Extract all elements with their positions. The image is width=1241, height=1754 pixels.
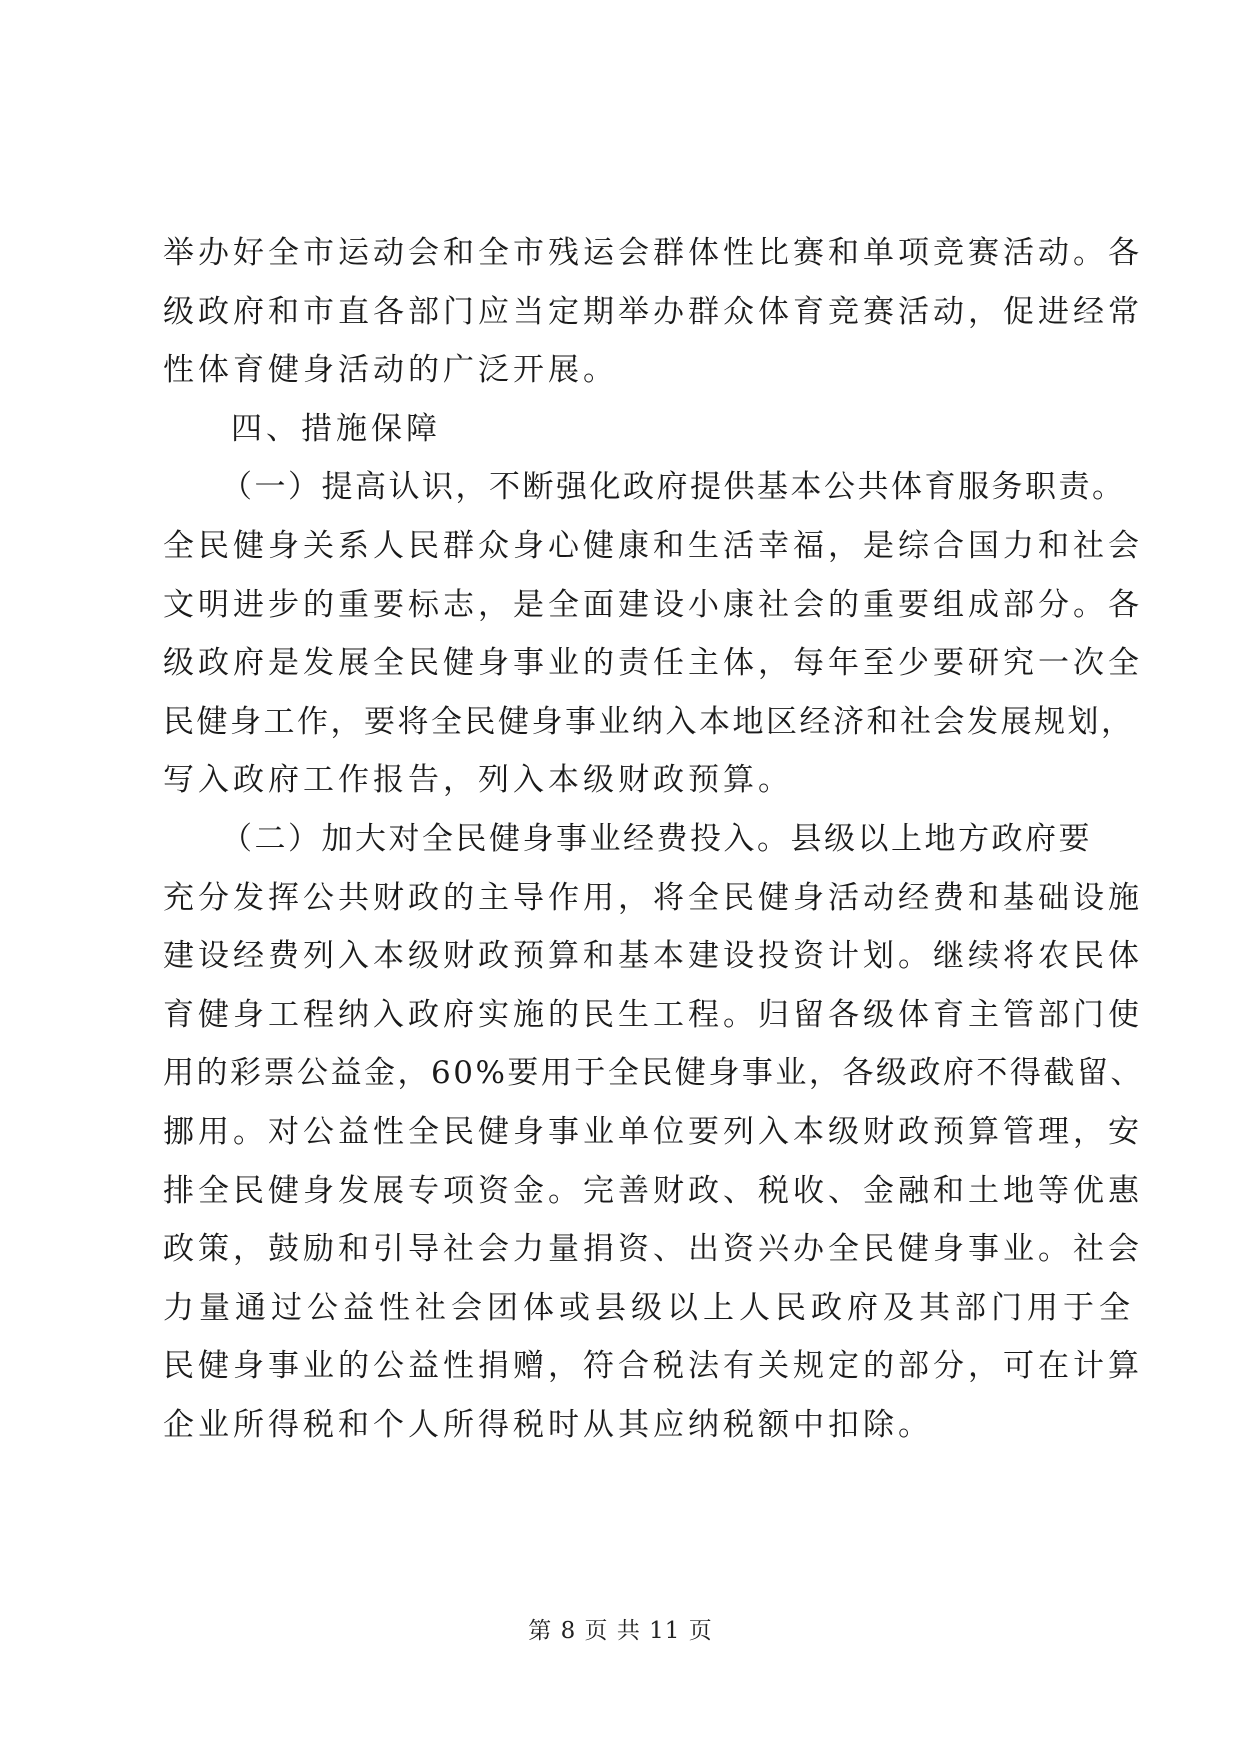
- text-line: 挪用。对公益性全民健身事业单位要列入本级财政预算管理，安: [163, 1113, 1143, 1150]
- body-text: [163, 224, 1144, 1454]
- text-line: 写入政府工作报告，列入本级财政预算。: [163, 762, 793, 799]
- text-line: 举办好全市运动会和全市残运会群体性比赛和单项竞赛活动。各: [163, 235, 1143, 271]
- text-line: （二）加大对全民健身事业经费投入。县级以上地方政府要: [221, 820, 1092, 857]
- text-line: 民健身工作，要将全民健身事业纳入本地区经济和社会发展规划，: [163, 703, 1135, 740]
- text-line: 性体育健身活动的广泛开展。: [163, 352, 618, 389]
- section-heading: 四、措施保障: [231, 410, 441, 447]
- text-line: 企业所得税和个人所得税时从其应纳税额中扣除。: [163, 1406, 933, 1443]
- text-line: 用的彩票公益金，60%要用于全民健身事业，各级政府不得截留、: [163, 1055, 1144, 1092]
- text-line: 级政府是发展全民健身事业的责任主体，每年至少要研究一次全: [163, 645, 1143, 682]
- text-line: （一）提高认识，不断强化政府提供基本公共体育服务职责。: [221, 469, 1126, 506]
- text-line: 排全民健身发展专项资金。完善财政、税收、金融和土地等优惠: [163, 1172, 1143, 1209]
- text-line: 政策，鼓励和引导社会力量捐资、出资兴办全民健身事业。社会: [163, 1231, 1143, 1268]
- text-line: 力量通过公益性社会团体或县级以上人民政府及其部门用于全: [163, 1289, 1135, 1326]
- text-line: 充分发挥公共财政的主导作用，将全民健身活动经费和基础设施: [163, 879, 1143, 916]
- text-line: 级政府和市直各部门应当定期举办群众体育竞赛活动，促进经常: [163, 293, 1143, 330]
- text-line: 育健身工程纳入政府实施的民生工程。归留各级体育主管部门使: [163, 996, 1143, 1033]
- text-line: 文明进步的重要标志，是全面建设小康社会的重要组成部分。各: [163, 586, 1143, 623]
- text-line: 民健身事业的公益性捐赠，符合税法有关规定的部分，可在计算: [163, 1348, 1143, 1385]
- text-line: 建设经费列入本级财政预算和基本建设投资计划。继续将农民体: [163, 938, 1143, 975]
- page-number-footer: 第 8 页 共 11 页: [528, 1618, 713, 1644]
- text-line: 全民健身关系人民群众身心健康和生活幸福，是综合国力和社会: [163, 527, 1143, 564]
